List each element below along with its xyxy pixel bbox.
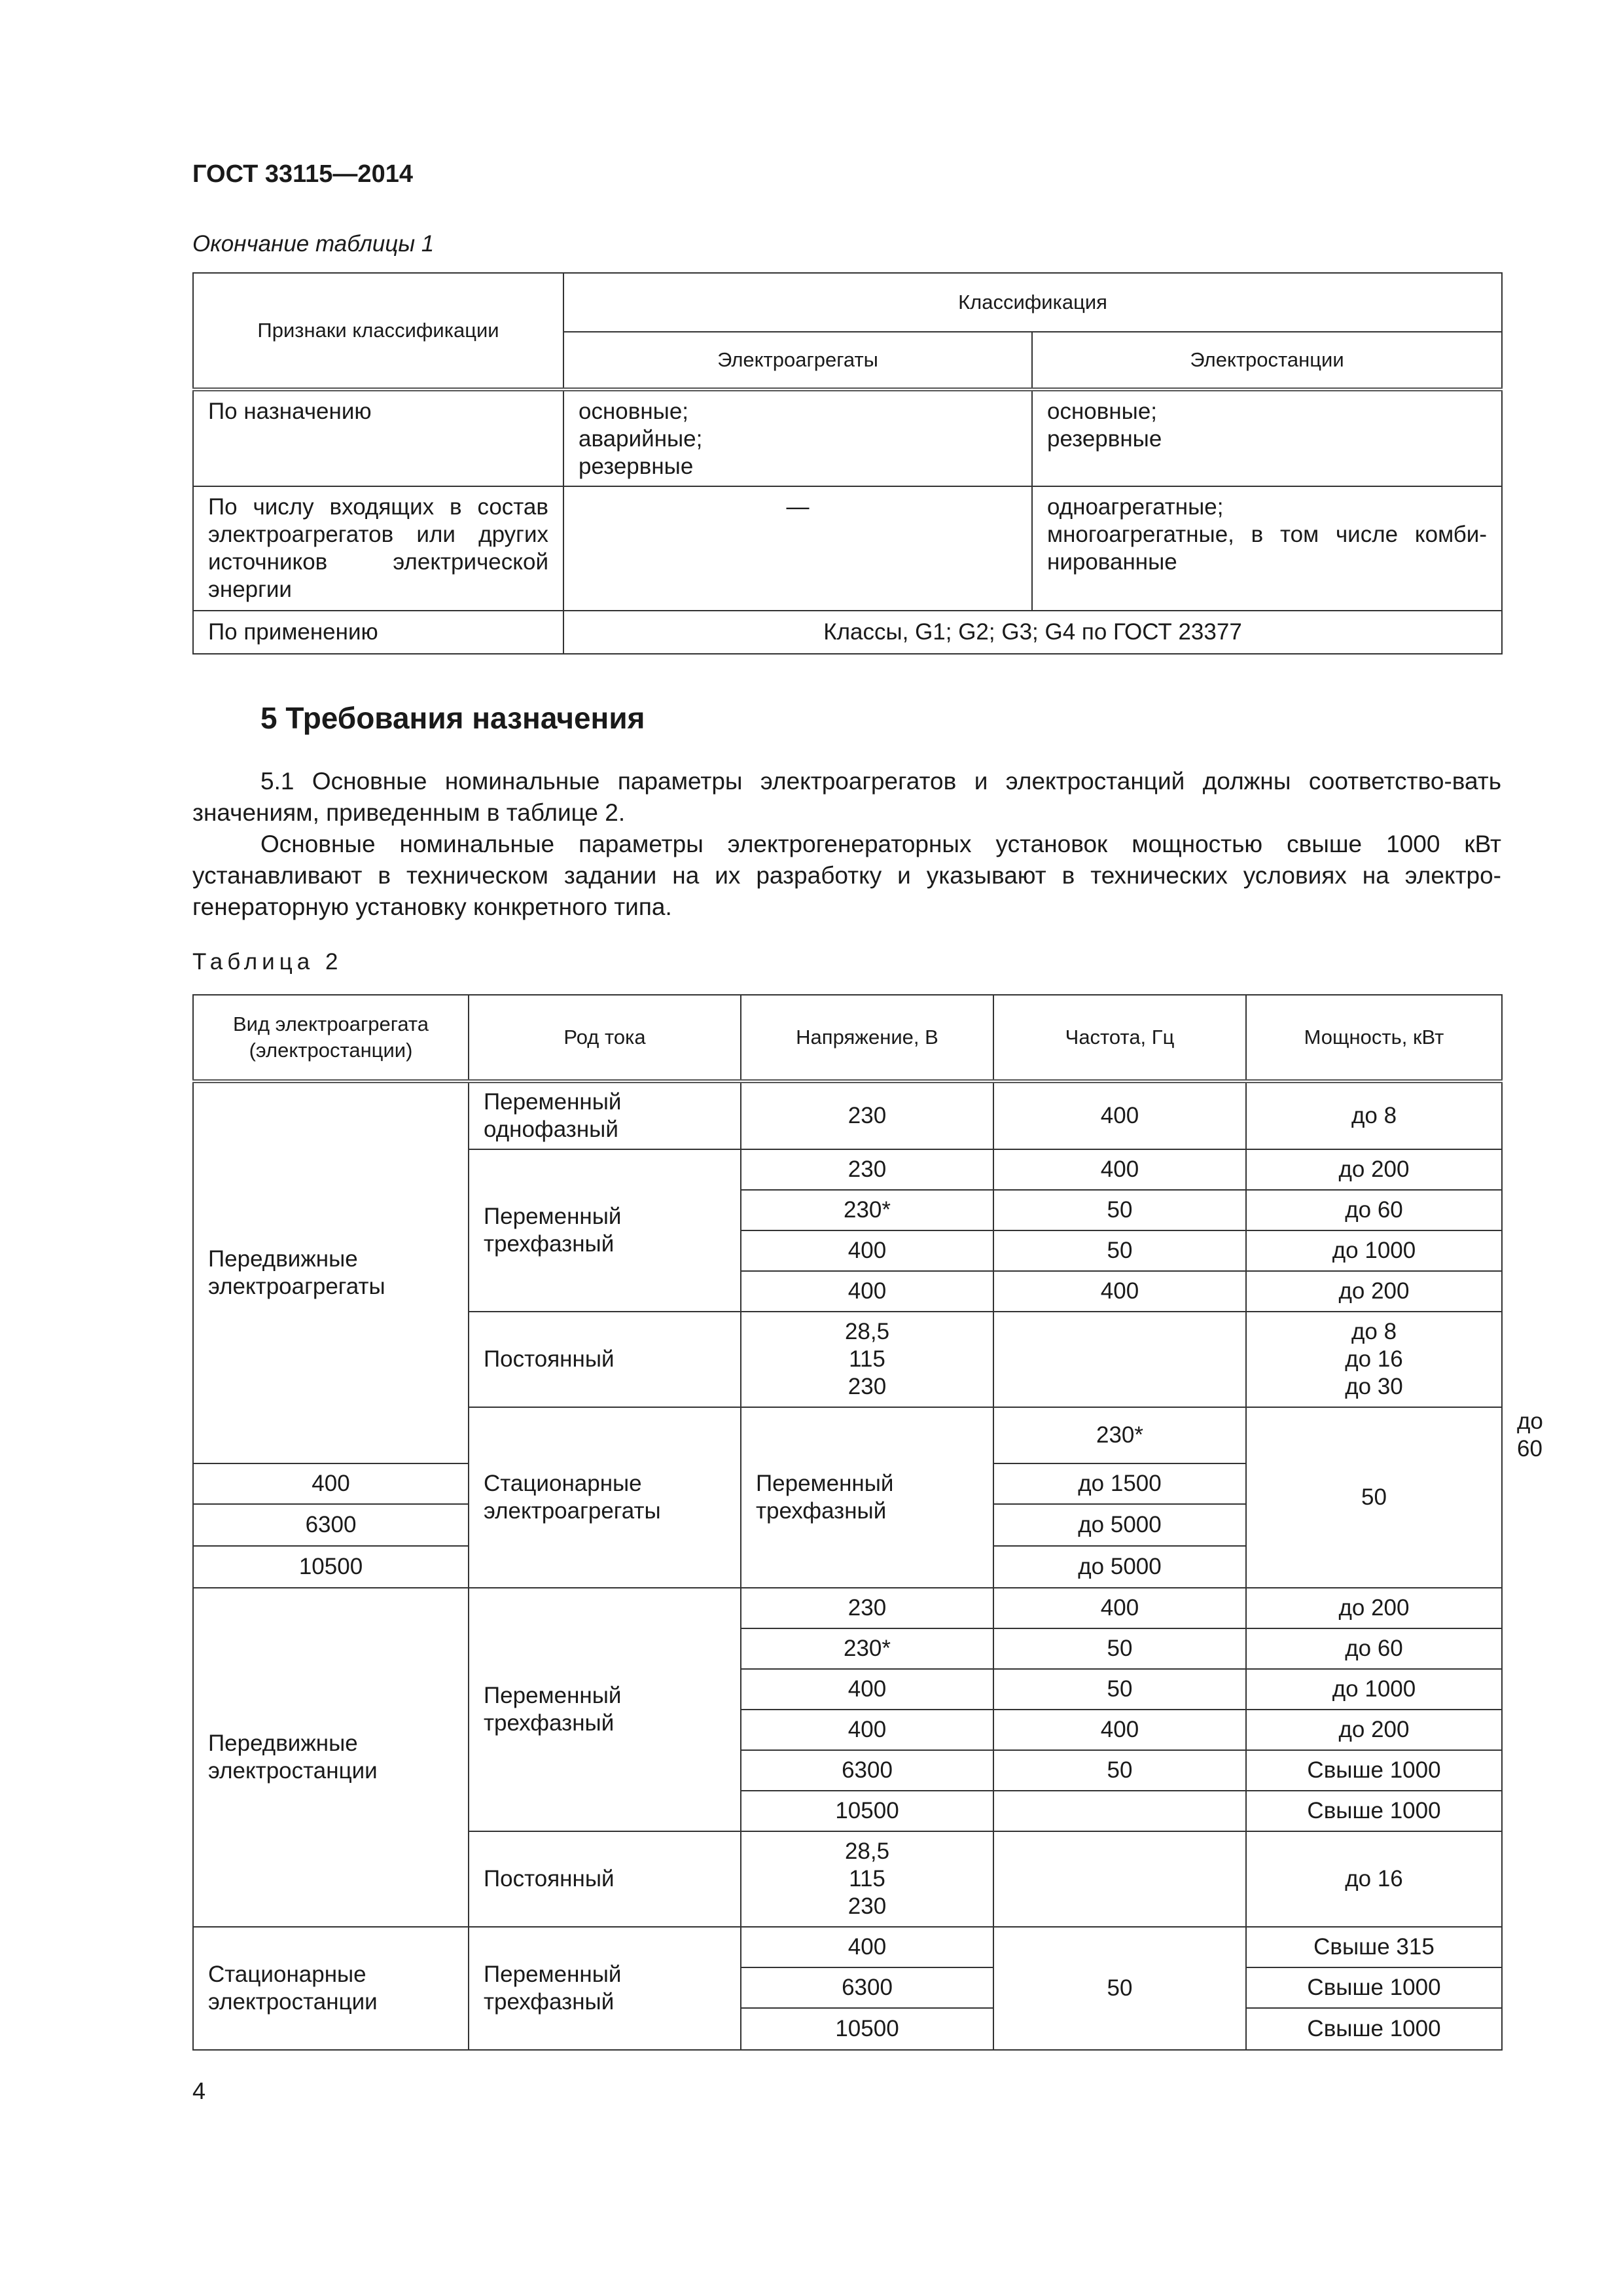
voltage-cell: 400: [741, 1669, 993, 1710]
feature-application: По применению: [193, 611, 563, 654]
power-cell: до 200: [1246, 1588, 1502, 1628]
application-classes: Классы, G1; G2; G3; G4 по ГОСТ 23377: [563, 611, 1502, 654]
voltage-cell: 28,5 115 230: [741, 1831, 993, 1927]
current-type: Переменный трехфазный: [741, 1407, 993, 1588]
header-classification: Классификация: [563, 273, 1502, 332]
count-units: —: [563, 486, 1032, 611]
power-cell: до 1500: [993, 1463, 1246, 1504]
voltage-cell: 230*: [741, 1190, 993, 1230]
frequency-cell: 50: [993, 1750, 1246, 1791]
frequency-cell: 50: [993, 1190, 1246, 1230]
power-cell: Свыше 1000: [1246, 1750, 1502, 1791]
frequency-cell: 50: [993, 1230, 1246, 1271]
frequency-cell: 50: [993, 1927, 1246, 2050]
paragraph-5-1: 5.1 Основные номинальные параметры электроагрегатов и электростанций должны соответство-вать значениям, приведенным в таблице 2.: [192, 768, 1501, 826]
power-cell: до 1000: [1246, 1669, 1502, 1710]
voltage-cell: 230*: [993, 1407, 1246, 1463]
power-cell: до 8 до 16 до 30: [1246, 1312, 1502, 1407]
frequency-cell: 400: [993, 1588, 1246, 1628]
voltage-cell: 10500: [193, 1546, 469, 1588]
purpose-units: основные; аварийные; резервные: [563, 389, 1032, 486]
voltage-cell: 6300: [193, 1504, 469, 1546]
header-frequency: Частота, Гц: [993, 995, 1246, 1081]
current-type: Переменный трехфазный: [469, 1588, 741, 1831]
header-voltage: Напряжение, В: [741, 995, 993, 1081]
current-type: Переменный трехфазный: [469, 1149, 741, 1312]
frequency-cell: 400: [993, 1081, 1246, 1149]
current-type: Постоянный: [469, 1312, 741, 1407]
kind-mobile-stations: Передвижные электростанции: [193, 1588, 469, 1927]
table2-label: Таблица 2: [192, 949, 343, 975]
current-type: Переменный трехфазный: [469, 1927, 741, 2050]
power-cell: Свыше 1000: [1246, 1967, 1502, 2008]
frequency-cell: 50: [993, 1669, 1246, 1710]
power-cell: Свыше 1000: [1246, 2008, 1502, 2050]
frequency-cell: [993, 1831, 1246, 1927]
voltage-cell: 10500: [741, 1791, 993, 1831]
voltage-cell: 230: [741, 1149, 993, 1190]
current-type: Переменный однофазный: [469, 1081, 741, 1149]
voltage-cell: 400: [741, 1710, 993, 1750]
voltage-cell: 230*: [741, 1628, 993, 1669]
frequency-cell: 50: [993, 1628, 1246, 1669]
voltage-cell: 400: [741, 1230, 993, 1271]
voltage-cell: 10500: [741, 2008, 993, 2050]
power-cell: до 200: [1246, 1149, 1502, 1190]
feature-purpose: По назначению: [193, 389, 563, 486]
kind-mobile-units: Передвижные электроагрегаты: [193, 1081, 469, 1463]
power-cell: до 60: [1246, 1628, 1502, 1669]
section-title: 5 Требования назначения: [260, 701, 645, 735]
power-cell: до 5000: [993, 1504, 1246, 1546]
kind-stationary-stations: Стационарные электростанции: [193, 1927, 469, 2050]
voltage-cell: 6300: [741, 1967, 993, 2008]
frequency-cell: [993, 1791, 1246, 1831]
voltage-cell: 230: [741, 1588, 993, 1628]
kind-stationary-units: Стационарные электроагрегаты: [469, 1407, 741, 1588]
power-cell: Свыше 1000: [1246, 1791, 1502, 1831]
header-kind: Вид электроагрегата (электростанции): [193, 995, 469, 1081]
classification-table: [192, 272, 1503, 655]
voltage-cell: 400: [193, 1463, 469, 1504]
voltage-cell: 400: [741, 1271, 993, 1312]
frequency-cell: 400: [993, 1710, 1246, 1750]
power-cell: до 8: [1246, 1081, 1502, 1149]
feature-count: По числу входящих в состав электроагрегатов или других источников электрической энергии: [193, 486, 563, 611]
power-cell: до 16: [1246, 1831, 1502, 1927]
document-id: ГОСТ 33115—2014: [192, 160, 413, 188]
page-number: 4: [192, 2077, 206, 2104]
power-cell: до 200: [1246, 1710, 1502, 1750]
purpose-stations: основные; резервные: [1032, 389, 1502, 486]
frequency-cell: [993, 1312, 1246, 1407]
header-stations: Электростанции: [1032, 332, 1502, 389]
parameters-table: Вид электроагрегата (электростанции) Род тока Напряжение, В Частота, Гц Мощность, кВт Передвижные электроагрегаты Переменный однофазный 230 400 до 8 Переменный трехфазный 230 400 до 200 230* 50 до 60 400 50 до 1000 400 400 до 200 Постоянный 28,5 115 230 до 8 до 16 до 30 Стационарные электроагрегаты Переменный трехфазный 230* 50 до 60 400 до 1500 6300 до 5000 10500 до 5000 Передвижные электростанции Переменный трехфазный 230 400 до 200 230* 50 до 60 400 50 до 1000 400 400 до 200 6300 50 Свыше 1000 10500 Свыше 1000 Постоянный 28,5 115 230 до 16 Стационарные электростанции Переменный трехфазный 400 50 Свыше 315 6300 Свыше 1000 10500 Свыше 1000: [192, 994, 1503, 2051]
power-cell: Свыше 315: [1246, 1927, 1502, 1967]
power-cell: до 5000: [993, 1546, 1246, 1588]
count-stations: одноагрегатные; многоагрегатные, в том числе комби- нированные: [1032, 486, 1502, 611]
power-cell: до 1000: [1246, 1230, 1502, 1271]
voltage-cell: 6300: [741, 1750, 993, 1791]
paragraph-params: Основные номинальные параметры электрогенераторных установок мощностью свыше 1000 кВт устанавливают в техническом задании на их разработку и указывают в технических условиях на электро-генераторную установку конкретного типа.: [192, 831, 1501, 920]
voltage-cell: 400: [741, 1927, 993, 1967]
voltage-cell: 28,5 115 230: [741, 1312, 993, 1407]
frequency-cell: 400: [993, 1149, 1246, 1190]
header-current: Род тока: [469, 995, 741, 1081]
frequency-cell: 50: [1246, 1407, 1502, 1588]
header-power: Мощность, кВт: [1246, 995, 1502, 1081]
header-units: Электроагрегаты: [563, 332, 1032, 389]
table1-caption: Окончание таблицы 1: [192, 231, 435, 257]
power-cell: до 60: [1246, 1190, 1502, 1230]
power-cell: до 200: [1246, 1271, 1502, 1312]
frequency-cell: 400: [993, 1271, 1246, 1312]
voltage-cell: 230: [741, 1081, 993, 1149]
header-features: Признаки классификации: [193, 273, 563, 389]
current-type: Постоянный: [469, 1831, 741, 1927]
